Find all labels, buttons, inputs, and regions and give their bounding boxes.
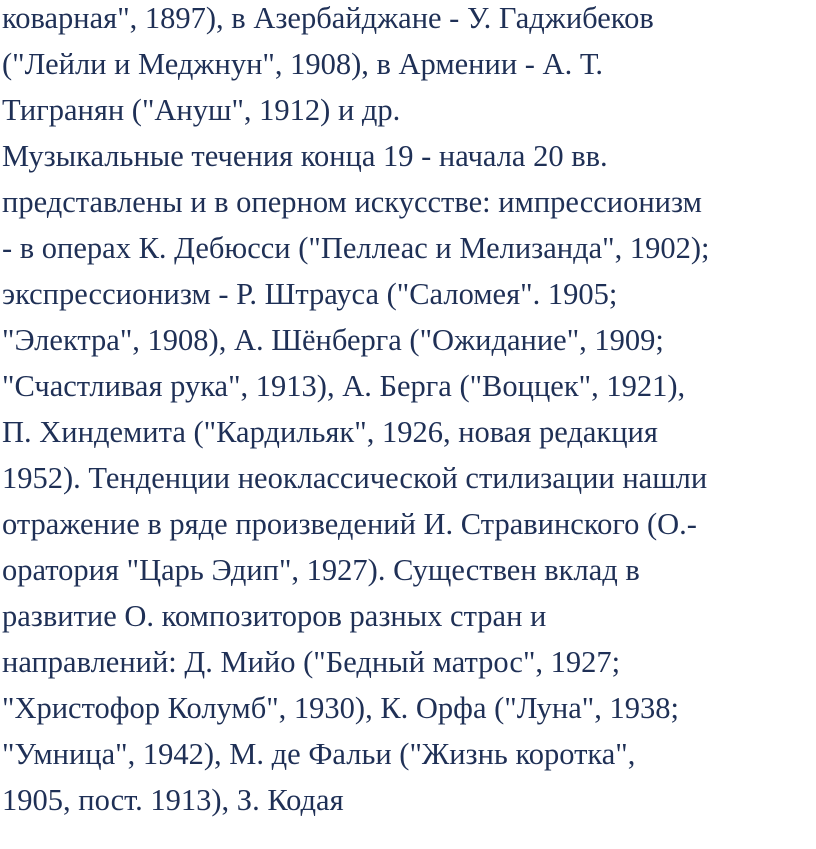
text-line-10: П. Хиндемита ("Кардильяк", 1926, новая редакция [2,415,658,449]
text-line-7: экспрессионизм - Р. Штрауса ("Саломея". 1905; [2,277,618,311]
text-line-13: оратория "Царь Эдип", 1927). Существен вклад в [2,553,640,587]
text-line-2: ("Лейли и Меджнун", 1908), в Армении - А. Т. [2,47,604,81]
text-line-18: 1905, пост. 1913), З. Кодая [2,783,344,817]
text-line-16: "Христофор Колумб", 1930), К. Орфа ("Луна", 1938; [2,691,679,725]
text-line-15: направлений: Д. Мийо ("Бедный матрос", 1927; [2,645,621,679]
text-line-1: коварная", 1897), в Азербайджане - У. Гаджибеков [2,1,654,35]
text-line-12: отражение в ряде произведений И. Стравинского (О.- [2,507,697,541]
text-line-4: Музыкальные течения конца 19 - начала 20 вв. [2,139,608,173]
text-line-14: развитие О. композиторов разных стран и [2,599,547,633]
text-line-8: "Электра", 1908), А. Шёнберга ("Ожидание", 1909; [2,323,664,357]
text-line-5: представлены и в оперном искусстве: импрессионизм [2,185,702,219]
text-line-11: 1952). Тенденции неоклассической стилизации нашли [2,461,708,495]
text-line-9: "Счастливая рука", 1913), А. Берга ("Воццек", 1921), [2,369,686,403]
text-line-17: "Умница", 1942), М. де Фальи ("Жизнь коротка", [2,737,636,771]
text-line-3: Тигранян ("Ануш", 1912) и др. [2,93,401,127]
text-line-6: - в операх К. Дебюсси ("Пеллеас и Мелизанда", 1902); [2,231,710,265]
